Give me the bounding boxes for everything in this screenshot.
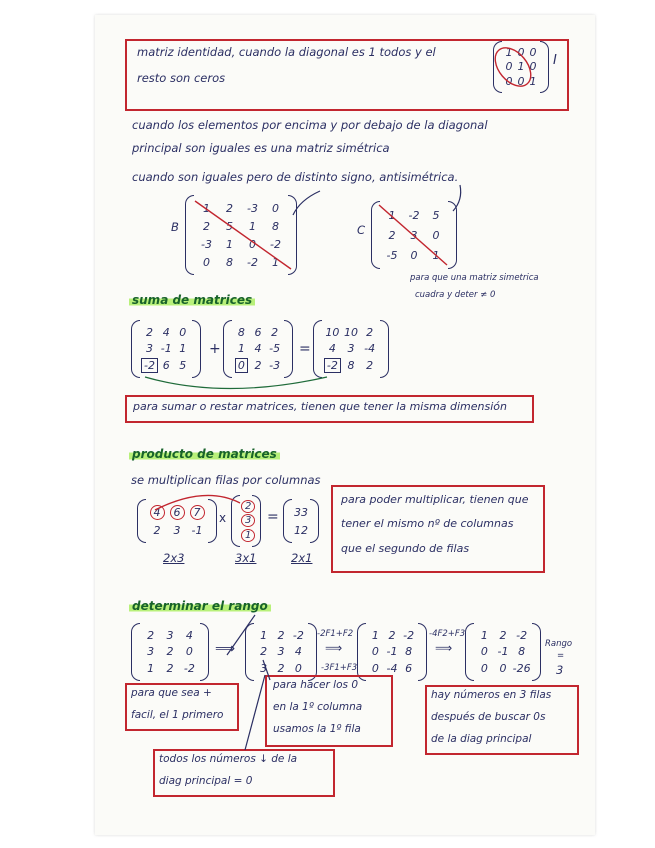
matrix-cell: 6 [405,662,413,676]
matrix-cell: 2 [153,524,161,537]
product-rule-line2: tener el mismo nº de columnas [341,517,514,530]
matrix-cell: 0 [371,645,379,659]
sum-link-curve [145,377,327,389]
matrix-cell: 4 [150,505,165,520]
matrix-cell: 5 [432,208,440,222]
matrix-cell: 8 [347,358,355,372]
symmetric-text-line1: cuando los elementos por encima y por debajo de la diagonal [132,118,488,132]
matrix-cell: 2 [277,628,285,642]
matrix-cell: -1 [191,524,203,537]
matrix-cell: 2 [226,201,233,215]
matrix-cell: 6 [254,325,262,339]
matrix-cell: -3 [247,201,258,215]
matrix-cell: 1 [260,628,268,642]
matrix-cell: 2 [499,628,507,642]
rank-note-4-line2: diag principal = 0 [159,775,253,787]
identity-label: I [553,53,557,68]
matrix-cell: 0 [179,325,187,339]
matrix-cell: 1 [179,341,187,355]
matrix-cell: -2 [270,237,281,251]
rank-note-3-line1: hay números en 3 filas [431,689,552,701]
matrix-cell: -2 [516,628,528,642]
rank-arrow-1: ⟹ [215,641,236,657]
rank-equals: = [557,651,565,661]
matrix-cell: 3 [260,662,268,676]
matrix-cell: 1 [226,237,233,251]
matrix-cell: 1 [249,219,256,233]
matrix-cell: -3 [269,358,281,372]
matrix-cell: 4 [254,341,262,355]
matrix-cell: 0 [294,662,302,676]
matrix-cell: 8 [237,325,245,339]
rank-note-2-line3: usamos la 1º fila [273,723,361,735]
matrix-cell: 0 [203,255,210,269]
matrix-cell: 2 [166,645,174,659]
matrix-b-label: B [171,220,179,234]
identity-diagonal [488,41,538,93]
rank-note-1-line1: para que sea + [131,687,212,699]
matrix-cell: -1 [497,645,509,659]
matrix-cell: 0 [371,662,379,676]
identity-text-line1: matriz identidad, cuando la diagonal es 1 todos y el [137,45,436,59]
matrix-cell: -2 [247,255,258,269]
matrix-cell: 0 [235,358,248,373]
rank-note-2-line1: para hacer los 0 [273,679,358,691]
matrix-cell: 4 [294,645,302,659]
product-equals: = [267,509,279,525]
matrix-cell: 0 [432,228,440,242]
matrix-cell: 4 [328,341,336,355]
matrix-cell: -5 [269,341,281,355]
matrix-cell: 2 [366,358,374,372]
matrix-cell: -2 [324,358,341,373]
matrix-cell: 3 [410,228,418,242]
matrix-cell: 1 [203,201,210,215]
matrix-cell: 10 [343,325,358,339]
rank-note-4-line1: todos los números ↓ de la [159,753,298,765]
product-heading: producto de matrices [129,447,280,461]
rank-arrow-2: ⟹ [325,641,343,655]
matrix-cell: 0 [505,75,513,89]
symmetric-note-line1: para que una matriz simetrica [410,273,539,283]
matrix-cell: 2 [388,628,396,642]
matrix-cell: -2 [292,628,304,642]
matrix-cell: 0 [410,248,418,262]
matrix-cell: 2 [203,219,210,233]
rank-arrow-3: ⟹ [435,641,453,655]
annotation-arrows [95,15,595,835]
matrix-cell: 0 [529,45,537,59]
matrix-cell: 12 [294,523,308,537]
rank-note-1-line2: facil, el 1 primero [131,709,224,721]
matrix-cell: 4 [185,628,193,642]
matrix-cell: 2 [254,358,262,372]
matrix-cell: 0 [517,45,525,59]
matrix-cell: 1 [480,628,488,642]
matrix-cell: 3 [277,645,285,659]
matrix-cell: 8 [226,255,233,269]
matrix-cell: 1 [517,60,525,74]
matrix-cell: 1 [505,45,513,59]
sum-plus: + [209,341,221,357]
rank-note-3-line2: después de buscar 0s [431,711,546,723]
symmetric-note-line2: cuadra y deter ≠ 0 [415,290,496,300]
matrix-c-diagonal [379,205,447,265]
symmetric-arrow [293,191,320,215]
matrix-cell: -2 [408,208,420,222]
matrix-cell: -26 [512,662,531,676]
matrix-cell: 3 [166,628,174,642]
rank-op-1a: -2F1+F2 [317,629,354,639]
symmetric-text-line3: cuando son iguales pero de distinto signo, antisimétrica. [132,170,459,184]
matrix-cell: 8 [272,219,279,233]
matrix-cell: -3 [201,237,212,251]
rank-note-arrow-1 [227,615,255,655]
product-rule-line3: que el segundo de filas [341,542,470,555]
matrix-cell: -2 [141,358,158,373]
matrix-cell: 7 [190,505,205,520]
matrix-cell: 2 [366,325,374,339]
matrix-cell: -2 [183,662,195,676]
rank-note-arrow-3 [245,675,265,750]
matrix-cell: 0 [272,201,279,215]
matrix-cell: 0 [185,645,193,659]
matrix-cell: -1 [160,341,172,355]
notebook-page [95,15,595,835]
matrix-cell: 8 [518,645,526,659]
matrix-cell: 1 [432,248,440,262]
matrix-cell: -2 [403,628,415,642]
product-dim-3: 2x1 [291,551,313,565]
matrix-cell: 6 [170,505,185,520]
rank-op-2: -4F2+F3 [429,629,466,639]
matrix-cell: 0 [249,237,256,251]
rank-heading: determinar el rango [129,599,271,613]
product-rule-line1: para poder multiplicar, tienen que [341,493,529,506]
product-times: x [219,511,227,525]
matrix-cell: 1 [529,75,537,89]
matrix-cell: 6 [162,358,170,372]
symmetric-text-line2: principal son iguales es una matriz simétrica [132,141,390,155]
matrix-cell: 0 [529,60,537,74]
matrix-cell: 2 [166,662,174,676]
matrix-cell: 1 [388,208,396,222]
product-dim-1: 2x3 [163,551,185,565]
matrix-cell: 4 [162,325,170,339]
product-subtitle: se multiplican filas por columnas [131,473,321,487]
matrix-cell: 0 [480,645,488,659]
matrix-cell: -5 [386,248,398,262]
matrix-cell: 1 [237,341,245,355]
matrix-cell: 33 [294,505,308,519]
matrix-cell: -4 [364,341,376,355]
rank-op-1b: -3F1+F3 [321,663,358,673]
matrix-cell: 3 [241,514,255,527]
matrix-cell: 5 [226,219,233,233]
matrix-cell: 1 [147,662,155,676]
matrix-cell: 2 [260,645,268,659]
rank-note-3-line3: de la diag principal [431,733,532,745]
rank-label: Rango [545,639,573,649]
matrix-cell: 3 [347,341,355,355]
antisymmetric-arrow [453,185,461,211]
sum-heading: suma de matrices [129,293,255,307]
matrix-cell: 0 [480,662,488,676]
matrix-cell: 5 [179,358,187,372]
matrix-cell: 2 [147,628,155,642]
matrix-cell: 8 [405,645,413,659]
matrix-cell: 2 [145,325,153,339]
matrix-c-label: C [357,223,366,237]
rank-value: 3 [556,663,564,677]
matrix-cell: 2 [271,325,279,339]
product-dim-2: 3x1 [235,551,257,565]
matrix-cell: 1 [272,255,279,269]
sum-equals: = [299,341,311,357]
product-arrow [155,495,240,510]
matrix-cell: 1 [371,628,379,642]
matrix-cell: 0 [505,60,513,74]
sum-rule-text: para sumar o restar matrices, tienen que tener la misma dimensión [133,400,507,413]
matrix-cell: 2 [388,228,396,242]
rank-note-2-line2: en la 1º columna [273,701,363,713]
matrix-cell: -1 [386,645,398,659]
matrix-cell: 3 [173,524,181,537]
matrix-cell: 1 [241,529,255,542]
matrix-cell: 3 [147,645,155,659]
matrix-b-diagonal [195,201,291,269]
matrix-cell: 10 [325,325,340,339]
identity-text-line2: resto son ceros [137,71,226,85]
matrix-cell: 2 [277,662,285,676]
matrix-cell: 3 [145,341,153,355]
matrix-cell: 0 [517,75,525,89]
matrix-cell: -4 [386,662,398,676]
matrix-cell: 0 [499,662,507,676]
matrix-cell: 2 [241,500,255,513]
